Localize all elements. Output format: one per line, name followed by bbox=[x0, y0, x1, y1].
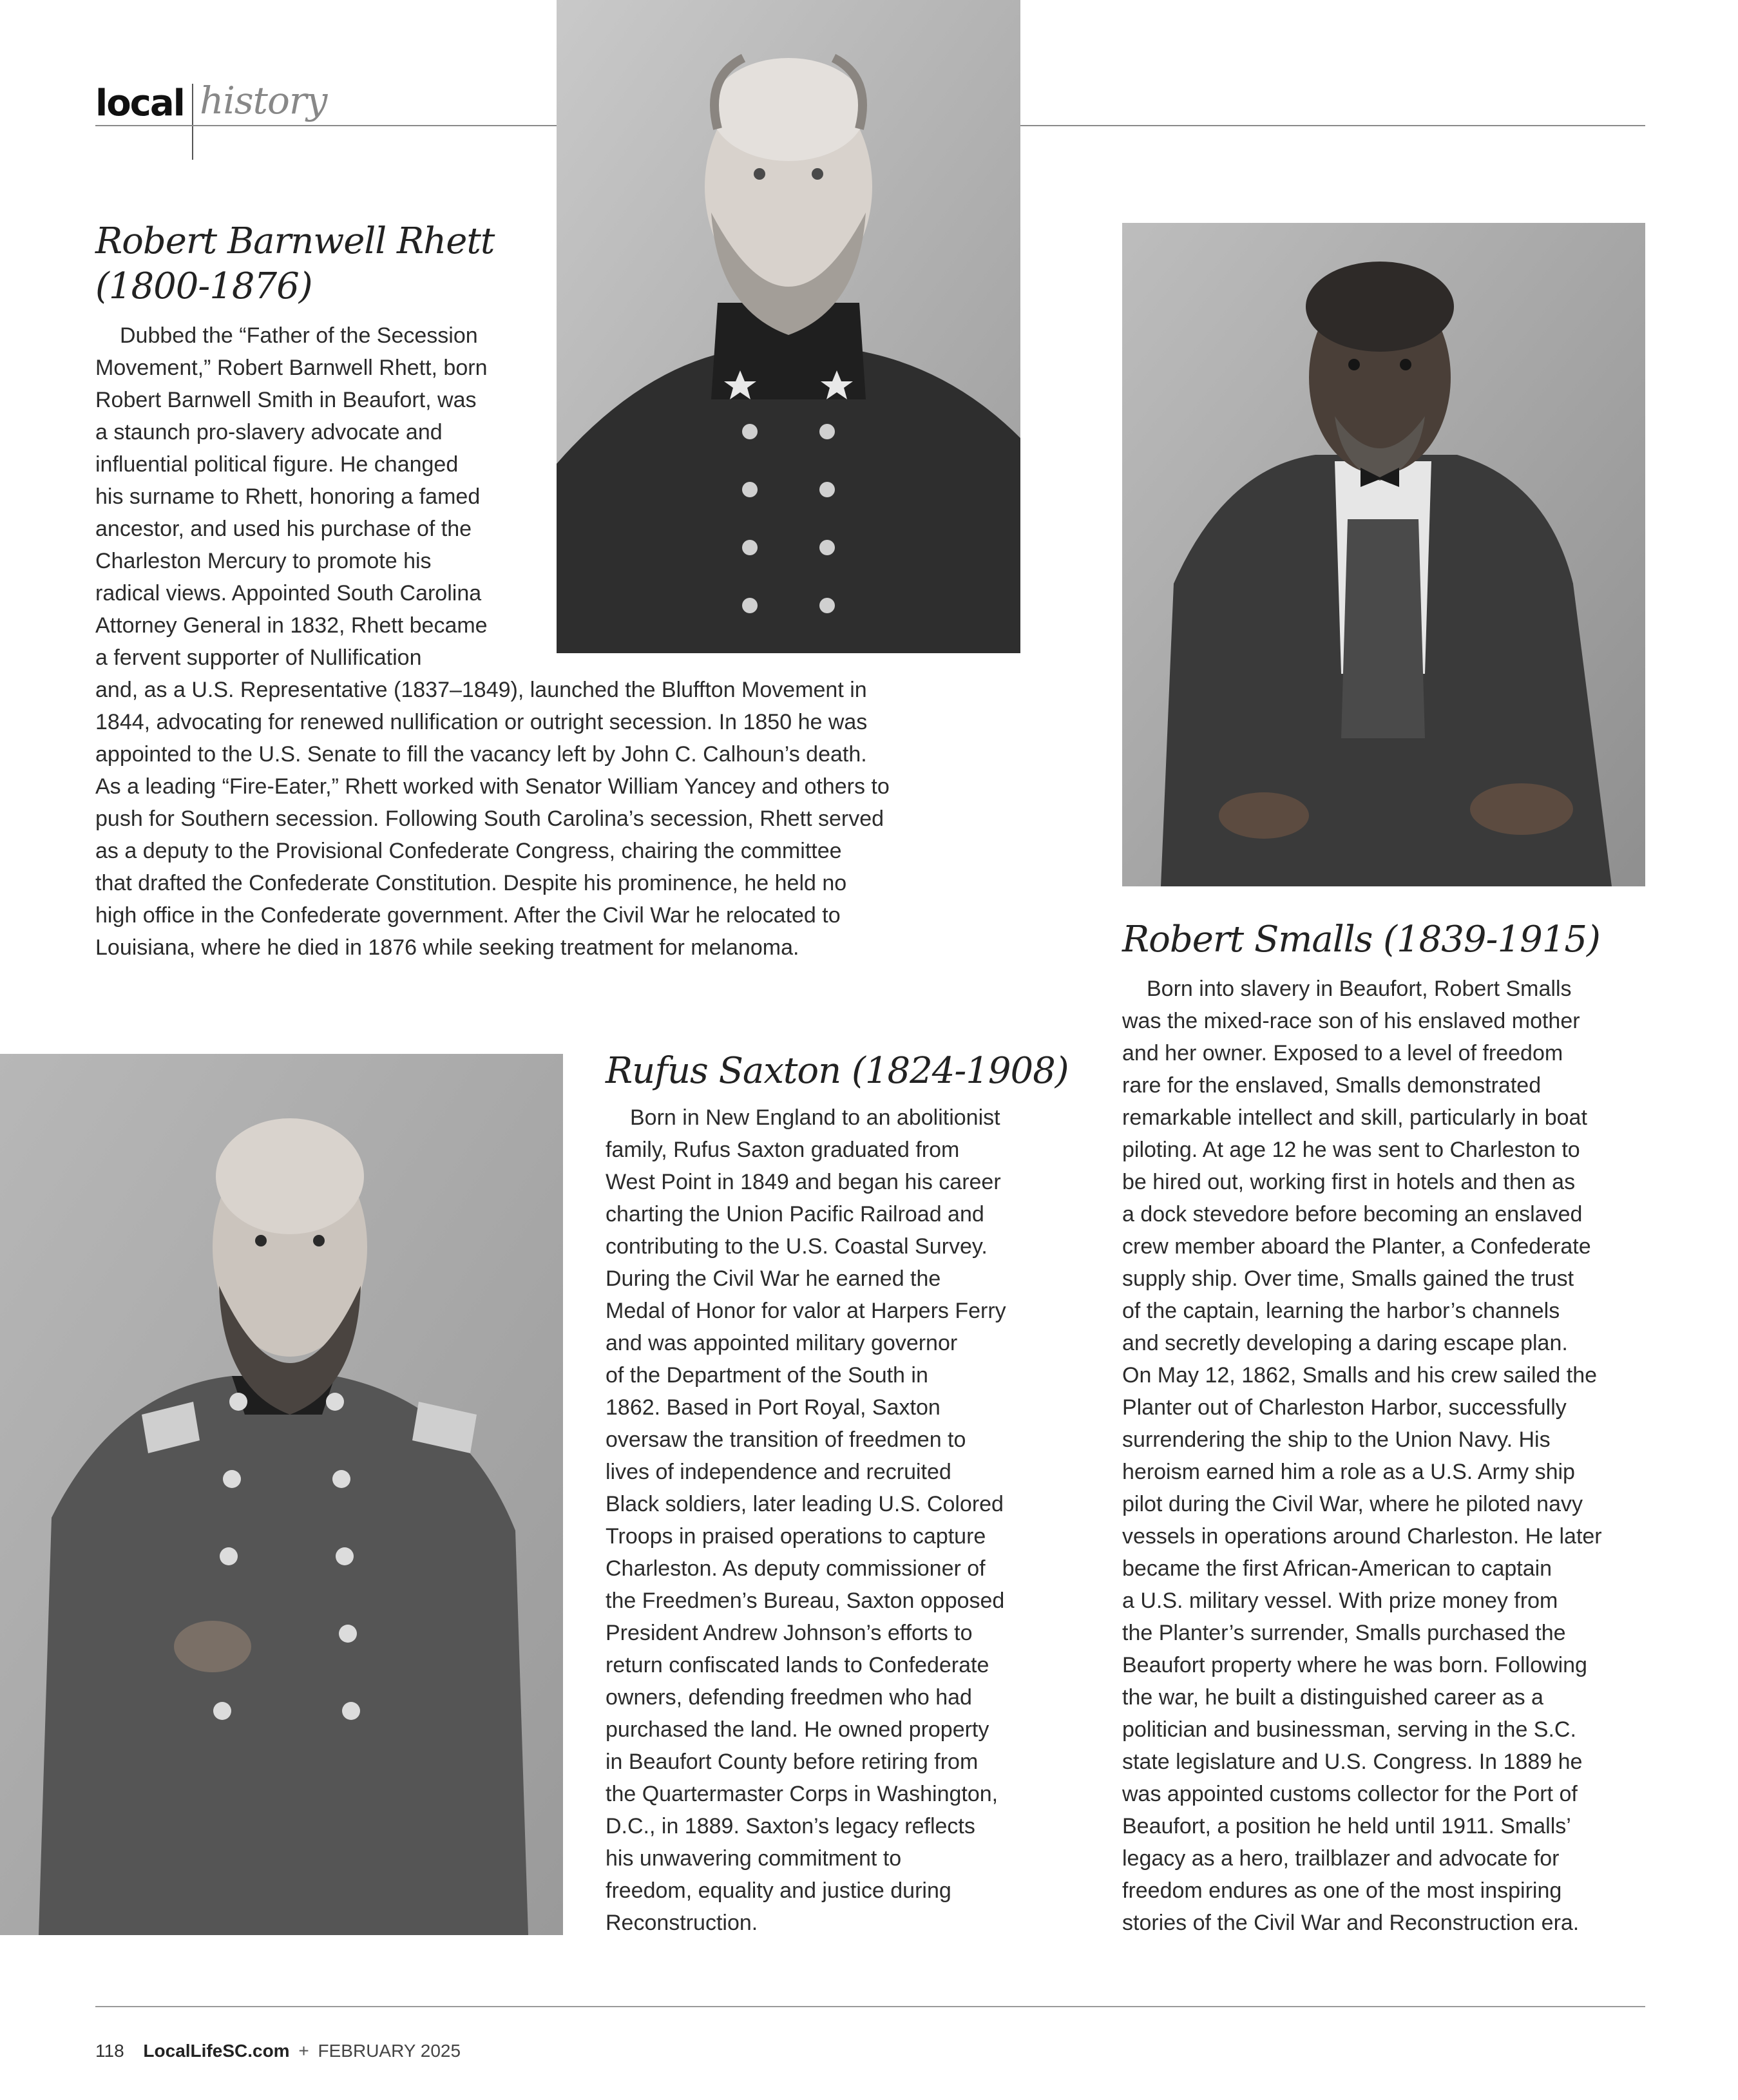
saxton-line: the Freedmen’s Bureau, Saxton opposed bbox=[606, 1589, 1005, 1613]
saxton-line: D.C., in 1889. Saxton’s legacy reflects bbox=[606, 1814, 975, 1838]
saxton-line: oversaw the transition of freedmen to bbox=[606, 1427, 966, 1452]
saxton-line: charting the Union Pacific Railroad and bbox=[606, 1202, 984, 1227]
smalls-line: rare for the enslaved, Smalls demonstrated bbox=[1122, 1073, 1542, 1098]
smalls-line: a dock stevedore before becoming an enslaved bbox=[1122, 1202, 1583, 1227]
rhett-line: Robert Barnwell Smith in Beaufort, was bbox=[95, 388, 477, 412]
rhett-line: Louisiana, where he died in 1876 while seeking treatment for melanoma. bbox=[95, 935, 799, 960]
saxton-line: Medal of Honor for valor at Harpers Ferry bbox=[606, 1299, 1006, 1323]
rhett-line: Charleston Mercury to promote his bbox=[95, 549, 432, 573]
section-label: history bbox=[200, 79, 327, 122]
saxton-line: lives of independence and recruited bbox=[606, 1460, 951, 1484]
rhett-line: push for Southern secession. Following South Carolina’s secession, Rhett served bbox=[95, 807, 884, 831]
smalls-line: legacy as a hero, trailblazer and advocate for bbox=[1122, 1846, 1560, 1871]
rhett-line: a staunch pro-slavery advocate and bbox=[95, 420, 443, 444]
saxton-portrait-photo bbox=[0, 1054, 563, 1935]
rhett-line: as a deputy to the Provisional Confederate Congress, chairing the committee bbox=[95, 839, 842, 863]
saxton-line: Reconstruction. bbox=[606, 1911, 758, 1935]
smalls-body bbox=[1122, 973, 1645, 1939]
rhett-portrait-photo bbox=[557, 0, 1020, 653]
smalls-line: was appointed customs collector for the Port of bbox=[1122, 1782, 1578, 1806]
rhett-heading-years: (1800-1876) bbox=[95, 265, 312, 307]
issue-date: FEBRUARY 2025 bbox=[318, 2041, 461, 2061]
rhett-body-wide bbox=[95, 674, 1010, 964]
header-rule-right bbox=[1020, 125, 1645, 126]
saxton-line: contributing to the U.S. Coastal Survey. bbox=[606, 1234, 988, 1259]
rhett-line: his surname to Rhett, honoring a famed bbox=[95, 484, 481, 509]
saxton-line: 1862. Based in Port Royal, Saxton bbox=[606, 1395, 941, 1420]
rhett-line: Attorney General in 1832, Rhett became bbox=[95, 613, 488, 638]
smalls-line: freedom endures as one of the most inspiring bbox=[1122, 1878, 1562, 1903]
smalls-line: be hired out, working first in hotels and then as bbox=[1122, 1170, 1576, 1194]
saxton-line: owners, defending freedmen who had bbox=[606, 1685, 972, 1710]
footer-site-link[interactable]: LocalLifeSC.com bbox=[143, 2041, 290, 2061]
smalls-line: Beaufort, a position he held until 1911. Smalls’ bbox=[1122, 1814, 1571, 1838]
smalls-line: Beaufort property where he was born. Following bbox=[1122, 1653, 1587, 1677]
smalls-line: pilot during the Civil War, where he piloted navy bbox=[1122, 1492, 1583, 1516]
smalls-line: On May 12, 1862, Smalls and his crew sailed the bbox=[1122, 1363, 1598, 1388]
smalls-line: surrendering the ship to the Union Navy. His bbox=[1122, 1427, 1551, 1452]
rhett-line: influential political figure. He changed bbox=[95, 452, 459, 477]
smalls-line: supply ship. Over time, Smalls gained the trust bbox=[1122, 1266, 1574, 1291]
rhett-line: 1844, advocating for renewed nullification or outright secession. In 1850 he was bbox=[95, 710, 868, 734]
section-brand: local bbox=[95, 82, 184, 124]
saxton-line: the Quartermaster Corps in Washington, bbox=[606, 1782, 998, 1806]
smalls-line: became the first African-American to captain bbox=[1122, 1556, 1552, 1581]
saxton-line: and was appointed military governor bbox=[606, 1331, 958, 1355]
smalls-line: heroism earned him a role as a U.S. Army ship bbox=[1122, 1460, 1575, 1484]
saxton-line: in Beaufort County before retiring from bbox=[606, 1750, 979, 1774]
saxton-line: family, Rufus Saxton graduated from bbox=[606, 1138, 960, 1162]
rhett-line: appointed to the U.S. Senate to fill the vacancy left by John C. Calhoun’s death. bbox=[95, 742, 867, 767]
footer-rule bbox=[95, 2006, 1645, 2007]
footer-separator: + bbox=[298, 2041, 309, 2061]
saxton-line: Born in New England to an abolitionist bbox=[630, 1105, 1000, 1130]
rhett-heading-name: Robert Barnwell Rhett bbox=[95, 220, 495, 262]
brand-divider bbox=[192, 84, 193, 160]
smalls-portrait-photo bbox=[1122, 223, 1645, 886]
saxton-heading: Rufus Saxton (1824-1908) bbox=[606, 1050, 1069, 1092]
saxton-line: West Point in 1849 and began his career bbox=[606, 1170, 1001, 1194]
smalls-line: of the captain, learning the harbor’s channels bbox=[1122, 1299, 1560, 1323]
rhett-line: ancestor, and used his purchase of the bbox=[95, 517, 472, 541]
rhett-line: radical views. Appointed South Carolina bbox=[95, 581, 482, 606]
rhett-line: and, as a U.S. Representative (1837–1849), launched the Bluffton Movement in bbox=[95, 678, 867, 702]
smalls-line: Planter out of Charleston Harbor, successfully bbox=[1122, 1395, 1567, 1420]
saxton-line: Black soldiers, later leading U.S. Colored bbox=[606, 1492, 1004, 1516]
rhett-heading bbox=[95, 219, 546, 309]
saxton-line: During the Civil War he earned the bbox=[606, 1266, 941, 1291]
saxton-line: Troops in praised operations to capture bbox=[606, 1524, 986, 1549]
saxton-line: purchased the land. He owned property bbox=[606, 1717, 989, 1742]
rhett-line: a fervent supporter of Nullification bbox=[95, 645, 422, 670]
smalls-line: was the mixed-race son of his enslaved mother bbox=[1122, 1009, 1580, 1033]
smalls-line: stories of the Civil War and Reconstruction era. bbox=[1122, 1911, 1580, 1935]
smalls-line: Born into slavery in Beaufort, Robert Smalls bbox=[1147, 977, 1572, 1001]
smalls-line: the war, he built a distinguished career as a bbox=[1122, 1685, 1543, 1710]
saxton-line: of the Department of the South in bbox=[606, 1363, 928, 1388]
saxton-line: return confiscated lands to Confederate bbox=[606, 1653, 989, 1677]
saxton-line: Charleston. As deputy commissioner of bbox=[606, 1556, 986, 1581]
rhett-line: high office in the Confederate government. After the Civil War he relocated to bbox=[95, 903, 841, 928]
smalls-heading: Robert Smalls (1839-1915) bbox=[1122, 919, 1600, 960]
saxton-line: President Andrew Johnson’s efforts to bbox=[606, 1621, 973, 1645]
header-rule-left bbox=[95, 125, 557, 126]
smalls-line: remarkable intellect and skill, particularly in boat bbox=[1122, 1105, 1587, 1130]
rhett-body-narrow bbox=[95, 320, 546, 674]
saxton-line: his unwavering commitment to bbox=[606, 1846, 902, 1871]
rhett-line: As a leading “Fire-Eater,” Rhett worked with Senator William Yancey and others to bbox=[95, 774, 890, 799]
smalls-line: and secretly developing a daring escape plan. bbox=[1122, 1331, 1568, 1355]
rhett-line: that drafted the Confederate Constitution. Despite his prominence, he held no bbox=[95, 871, 847, 895]
smalls-line: a U.S. military vessel. With prize money from bbox=[1122, 1589, 1558, 1613]
page-footer bbox=[95, 2041, 461, 2061]
saxton-line: freedom, equality and justice during bbox=[606, 1878, 951, 1903]
smalls-line: crew member aboard the Planter, a Confederate bbox=[1122, 1234, 1591, 1259]
smalls-line: and her owner. Exposed to a level of freedom bbox=[1122, 1041, 1563, 1065]
smalls-line: piloting. At age 12 he was sent to Charleston to bbox=[1122, 1138, 1580, 1162]
smalls-line: politician and businessman, serving in the S.C. bbox=[1122, 1717, 1576, 1742]
rhett-line: Dubbed the “Father of the Secession bbox=[120, 323, 478, 348]
smalls-line: vessels in operations around Charleston. He later bbox=[1122, 1524, 1602, 1549]
page-number: 118 bbox=[95, 2041, 124, 2061]
rhett-line: Movement,” Robert Barnwell Rhett, born bbox=[95, 356, 488, 380]
saxton-body bbox=[606, 1102, 1044, 1939]
smalls-line: state legislature and U.S. Congress. In 1889 he bbox=[1122, 1750, 1583, 1774]
smalls-line: the Planter’s surrender, Smalls purchased the bbox=[1122, 1621, 1566, 1645]
